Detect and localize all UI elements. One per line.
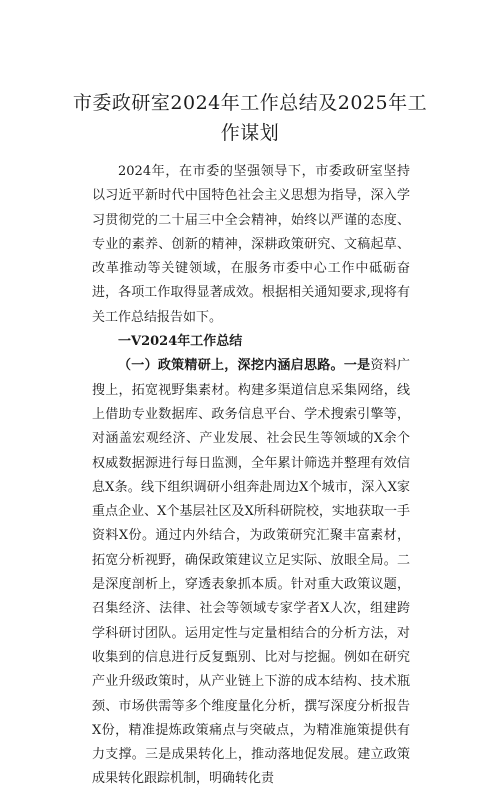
document-body	[92, 160, 410, 792]
sub1-first-label: 一是	[343, 358, 371, 374]
sub1-heading: （一）政策精研上，深挖内涵启思路。	[118, 358, 344, 374]
sub1-body: 资料广搜上，拓宽视野集素材。构建多渠道信息采集网络，线上借助专业数据库、政务信息平台、学术搜索引擎等，对涵盖宏观经济、产业发展、社会民生等领域的X余个权威数据源进行每日监测，全年累计筛选并整理有效信息X条。线下组织调研小组奔赴周边X个城市，深入X家重点企业、X个基层社区及X所科研院校，实地获取一手资料X份。通过内外结合，为政策研究汇聚丰富素材，拓宽分析视野，确保政策建议立足实际、放眼全局。二是深度剖析上，穿透表象抓本质。针对重大政策议题，召集经济、法律、社会等领域专家学者X人次，组建跨学科研讨团队。运用定性与定量相结合的分析方法，对收集到的信息进行反复甄别、比对与挖掘。例如在研究产业升级政策时，从产业链上下游的成本结构、技术瓶颈、市场供需等多个维度量化分析，撰写深度分析报告X份，精准提炼政策痛点与突破点，为精准施策提供有力支撑。三是成果转化上，推动落地促发展。建立政策成果转化跟踪机制，明确转化责	[92, 358, 410, 787]
intro-paragraph: 2024年，在市委的坚强领导下，市委政研室坚持以习近平新时代中国特色社会主义思想为指导，深入学习贯彻党的二十届三中全会精神，始终以严谨的态度、专业的素养、创新的精神，深耕政策研究、文稿起草、改革推动等关键领域，在服务市委中心工作中砥砺奋进，各项工作取得显著成效。根据相关通知要求,现将有关工作总结报告如下。	[92, 164, 410, 325]
section1-heading: 一V2024年工作总结	[118, 334, 243, 350]
sub1-paragraph	[92, 354, 410, 791]
document-title: 市委政研室2024年工作总结及2025年工作谋划	[72, 92, 428, 144]
